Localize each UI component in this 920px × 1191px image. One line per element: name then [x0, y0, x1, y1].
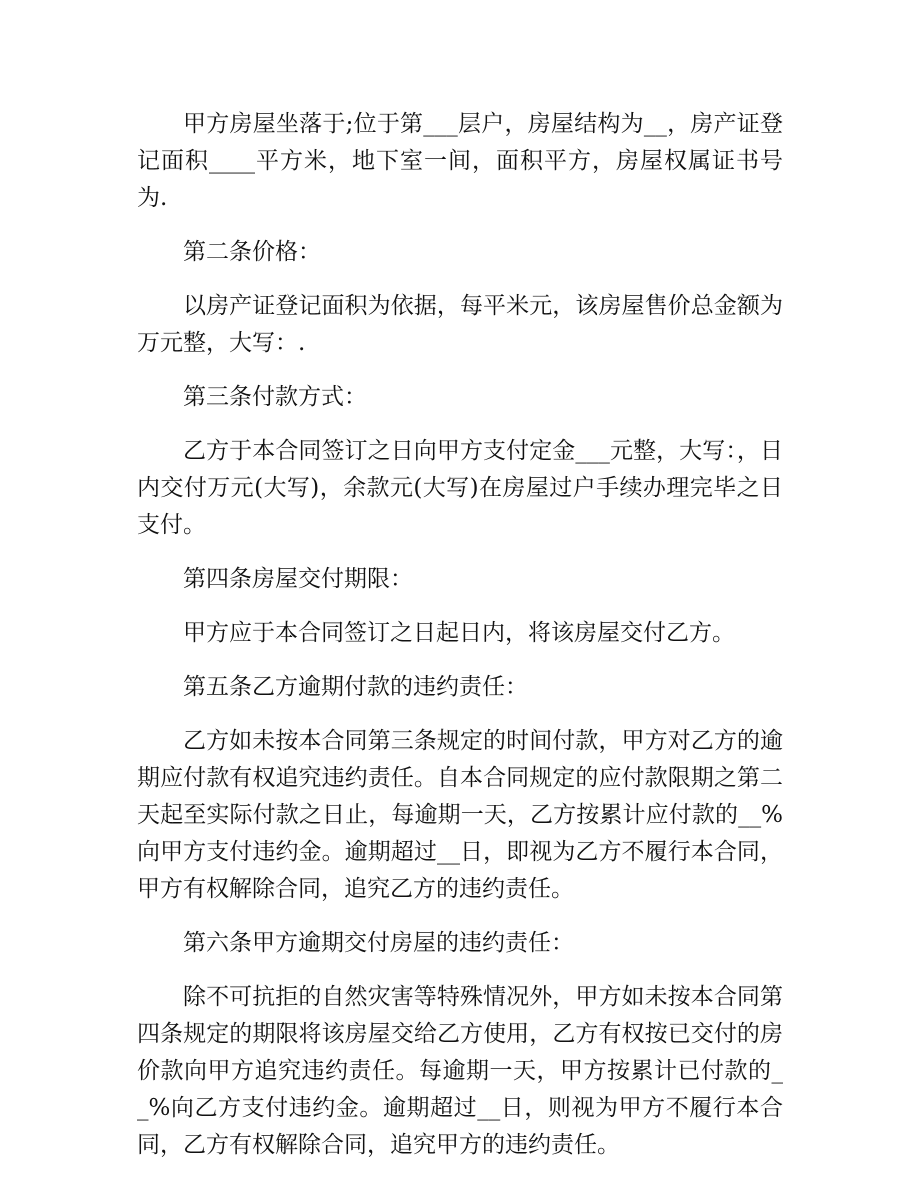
paragraph-property-location: 甲方房屋坐落于;位于第___层户，房屋结构为__，房产证登记面积____平方米，地下室一间，面积平方，房屋权属证书号为. [137, 111, 783, 211]
heading-article-4-delivery: 第四条房屋交付期限： [183, 566, 413, 592]
heading-article-5-buyer-default: 第五条乙方逾期付款的违约责任： [183, 674, 528, 700]
heading-article-6-seller-default: 第六条甲方逾期交付房屋的违约责任： [183, 930, 574, 956]
heading-article-2-price: 第二条价格： [183, 239, 321, 265]
document-body [137, 106, 783, 1181]
paragraph-seller-default: 除不可抗拒的自然灾害等特殊情况外，甲方如未按本合同第四条规定的期限将该房屋交给乙方使用，乙方有权按已交付的房价款向甲方追究违约责任。每逾期一天，甲方按累计已付款的__%向乙方支付违约金。逾期超过__日，则视为甲方不履行本合同，乙方有权解除合同，追究甲方的违约责任。 [137, 984, 783, 1158]
paragraph-buyer-default: 乙方如未按本合同第三条规定的时间付款，甲方对乙方的逾期应付款有权追究违约责任。自本合同规定的应付款限期之第二天起至实际付款之日止，每逾期一天，乙方按累计应付款的__%向甲方支付违约金。逾期超过__日，即视为乙方不履行本合同，甲方有权解除合同，追究乙方的违约责任。 [137, 728, 783, 902]
paragraph-delivery: 甲方应于本合同签订之日起日内，将该房屋交付乙方。 [183, 620, 735, 646]
heading-article-3-payment: 第三条付款方式： [183, 384, 367, 410]
paragraph-payment: 乙方于本合同签订之日向甲方支付定金___元整，大写：，日内交付万元(大写)，余款元(大写)在房屋过户手续办理完毕之日支付。 [137, 438, 783, 538]
paragraph-price: 以房产证登记面积为依据，每平米元，该房屋售价总金额为万元整，大写：. [137, 293, 783, 356]
